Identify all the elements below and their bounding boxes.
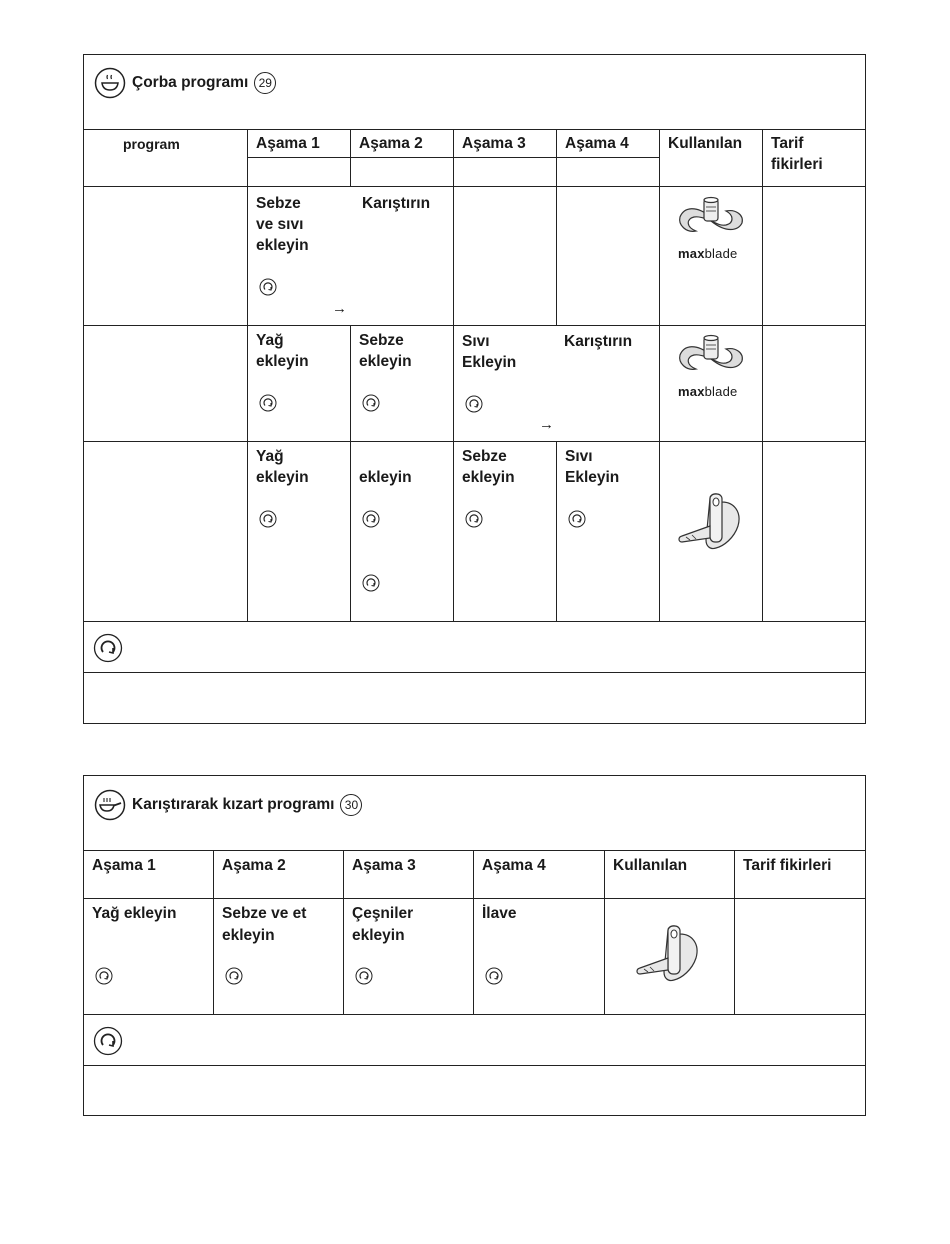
stirfry-header-stage3: Aşama 3 xyxy=(352,857,416,874)
maxblade-tool-icon xyxy=(676,333,746,385)
soup-r1-s1-l1: Sebze xyxy=(256,195,301,212)
stirfry-number-badge: 30 xyxy=(340,794,362,816)
stirfry-r1-s2-l1: Sebze ve et xyxy=(222,905,307,922)
stirfry-header-stage4: Aşama 4 xyxy=(482,857,546,874)
cycle-icon xyxy=(568,510,586,528)
maxblade-label: maxblade xyxy=(678,246,738,261)
soup-header-stage1: Aşama 1 xyxy=(256,135,320,152)
soup-header-stage4: Aşama 4 xyxy=(565,135,629,152)
soup-bowl-icon xyxy=(94,67,126,99)
soup-program-table xyxy=(83,54,866,724)
soup-r3-s1-l2: ekleyin xyxy=(256,469,309,486)
cycle-icon xyxy=(362,394,380,412)
soup-header-used: Kullanılan xyxy=(668,135,743,152)
soup-header-ideas-1: Tarif xyxy=(771,135,804,152)
frying-pan-icon xyxy=(94,789,126,821)
soup-title xyxy=(94,67,276,99)
stirfry-title xyxy=(94,789,362,821)
soup-r3-s3-l1: Sebze xyxy=(462,448,507,465)
stirfry-header-stage1: Aşama 1 xyxy=(92,857,156,874)
soup-r2-s3-l2: Ekleyin xyxy=(462,354,517,371)
cycle-icon xyxy=(95,967,113,985)
stirring-paddle-icon xyxy=(672,490,748,556)
soup-header-program: program xyxy=(123,136,180,152)
soup-header-ideas-2: fikirleri xyxy=(771,156,823,173)
soup-r2-s1-l1: Yağ xyxy=(256,332,284,349)
cycle-icon xyxy=(225,967,243,985)
cycle-icon xyxy=(362,574,380,592)
cycle-icon xyxy=(259,394,277,412)
soup-number-badge: 29 xyxy=(254,72,276,94)
soup-r2-s2-l1: Sebze xyxy=(359,332,404,349)
stirfry-r1-s3-l2: ekleyin xyxy=(352,927,405,944)
soup-r3-s4-l1: Sıvı xyxy=(565,448,593,465)
cycle-icon xyxy=(465,395,483,413)
cycle-icon xyxy=(355,967,373,985)
cycle-icon xyxy=(485,967,503,985)
soup-title-text: Çorba programı xyxy=(132,74,249,91)
soup-r3-s3-l2: ekleyin xyxy=(462,469,515,486)
soup-r3-s2-l2: ekleyin xyxy=(359,469,412,486)
stirfry-header-ideas: Tarif fikirleri xyxy=(743,857,832,874)
soup-r3-s1-l1: Yağ xyxy=(256,448,284,465)
soup-r1-arrow: → xyxy=(332,300,347,317)
cycle-icon xyxy=(259,278,277,296)
stirfry-title-text: Karıştırarak kızart programı xyxy=(132,796,335,813)
cycle-large-icon xyxy=(93,1026,123,1056)
stirfry-r1-s3-l1: Çeşniler xyxy=(352,905,414,922)
cycle-icon xyxy=(362,510,380,528)
stirfry-header-stage2: Aşama 2 xyxy=(222,857,286,874)
soup-r1-s1-l3: ekleyin xyxy=(256,237,309,254)
soup-header-stage2: Aşama 2 xyxy=(359,135,423,152)
soup-r2-arrow: → xyxy=(539,416,554,433)
stirfry-r1-s4-l1: İlave xyxy=(482,905,517,922)
cycle-icon xyxy=(465,510,483,528)
soup-r2-s2-l2: ekleyin xyxy=(359,353,412,370)
maxblade-tool-icon xyxy=(676,195,746,247)
stirfry-header-used: Kullanılan xyxy=(613,857,688,874)
soup-r2-s4-l1: Karıştırın xyxy=(564,333,633,350)
cycle-large-icon xyxy=(93,633,123,663)
soup-r3-s4-l2: Ekleyin xyxy=(565,469,620,486)
soup-r2-s1-l2: ekleyin xyxy=(256,353,309,370)
stirfry-r1-s1-l1: Yağ ekleyin xyxy=(92,905,177,922)
stirfry-r1-s2-l2: ekleyin xyxy=(222,927,275,944)
stirring-paddle-icon xyxy=(630,922,706,988)
maxblade-label: maxblade xyxy=(678,384,738,399)
soup-header-stage3: Aşama 3 xyxy=(462,135,526,152)
soup-r1-s2-l1: Karıştırın xyxy=(362,195,431,212)
soup-r1-s1-l2: ve sıvı xyxy=(256,216,304,233)
soup-r2-s3-l1: Sıvı xyxy=(462,333,490,350)
cycle-icon xyxy=(259,510,277,528)
